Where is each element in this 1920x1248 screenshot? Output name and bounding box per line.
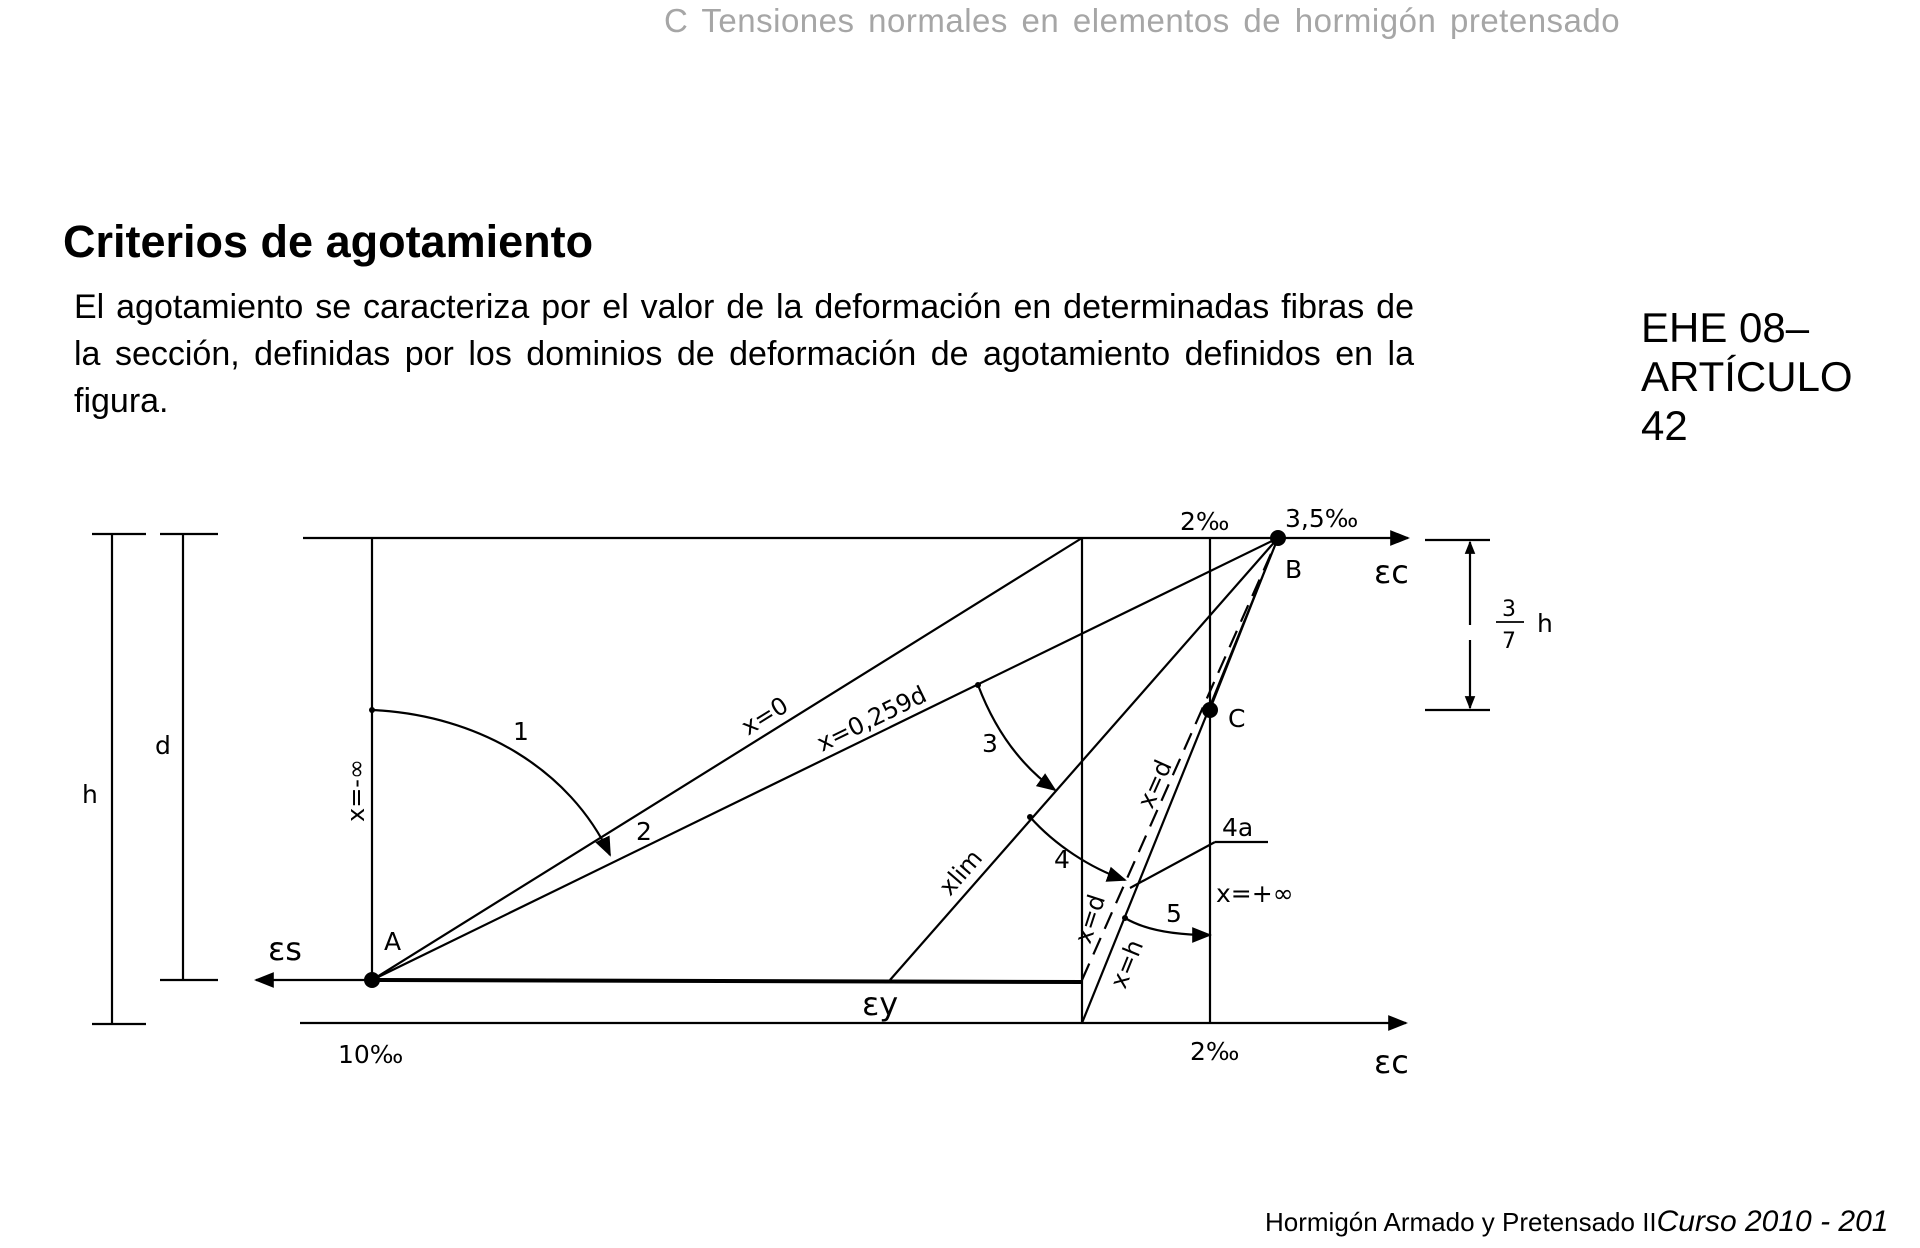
arc-domain-4 [1030,817,1125,880]
pivot-a [364,972,380,988]
label-domain-5: 5 [1166,899,1182,928]
label-dim-h: h [82,780,98,809]
arc-domain-1 [372,710,610,855]
leader-4a [1130,842,1215,888]
label-domain-4: 4 [1054,845,1070,874]
reference-line-1: EHE 08– [1641,304,1810,351]
arc-4-origin [1027,814,1033,820]
label-point-c: C [1228,704,1246,733]
label-eps-c-top: εc [1374,553,1409,591]
label-bottom-10permil: 10‰ [338,1040,404,1069]
label-point-b: B [1285,555,1303,584]
label-x-d-bottom: x=d [1069,891,1112,947]
footer-subject: Hormigón Armado y Pretensado II [1265,1207,1657,1237]
label-frac-num: 3 [1502,597,1516,622]
line-x-0259d [372,538,1278,980]
label-x-0259d: x=0,259d [812,680,931,758]
label-domain-1: 1 [513,717,529,746]
label-eps-s: εs [268,930,302,968]
label-eps-c-bottom: εc [1374,1043,1409,1081]
page-title: Criterios de agotamiento [63,216,594,267]
label-domain-3: 3 [982,729,998,758]
label-frac-den: 7 [1502,629,1516,654]
label-domain-2: 2 [636,817,652,846]
reference-line-3: 42 [1641,402,1688,449]
label-eps-y: εy [862,985,899,1023]
label-x-minus-inf: x=-∞ [342,759,370,822]
description-paragraph: El agotamiento se caracteriza por el valor de la deformación en determinadas fibras de la sección, definidas por los dominios de deformación de agotamiento definidos en la figura. [74,288,1414,420]
section-header: C Tensiones normales en elementos de hormigón pretensado [664,2,1621,39]
reference-line-2: ARTÍCULO [1641,353,1853,400]
arc-3-origin [975,682,981,688]
label-top-2permil: 2‰ [1180,507,1230,536]
arc-1-origin [369,707,375,713]
pivot-b [1270,530,1286,546]
label-bottom-2permil: 2‰ [1190,1037,1240,1066]
label-dim-d: d [155,731,171,760]
label-x-d-top: x=d [1131,755,1178,813]
steel-level-line [372,980,1082,982]
label-domain-4a: 4a [1222,813,1254,842]
arc-5-origin [1122,915,1128,921]
line-b-to-c [1210,538,1278,710]
label-top-35permil: 3,5‰ [1285,504,1359,533]
label-x-lim: xlim [933,844,988,901]
label-point-a: A [384,927,402,956]
label-x-zero: x=0 [736,691,794,742]
line-x-zero [372,538,1082,980]
label-x-h: x=h [1104,935,1150,993]
label-x-plus-inf: x=+∞ [1216,879,1294,908]
footer [1265,1205,1888,1239]
footer-course: Curso 2010 - 201 [1656,1205,1889,1238]
label-frac-h: h [1537,609,1553,638]
pivot-c [1202,702,1218,718]
